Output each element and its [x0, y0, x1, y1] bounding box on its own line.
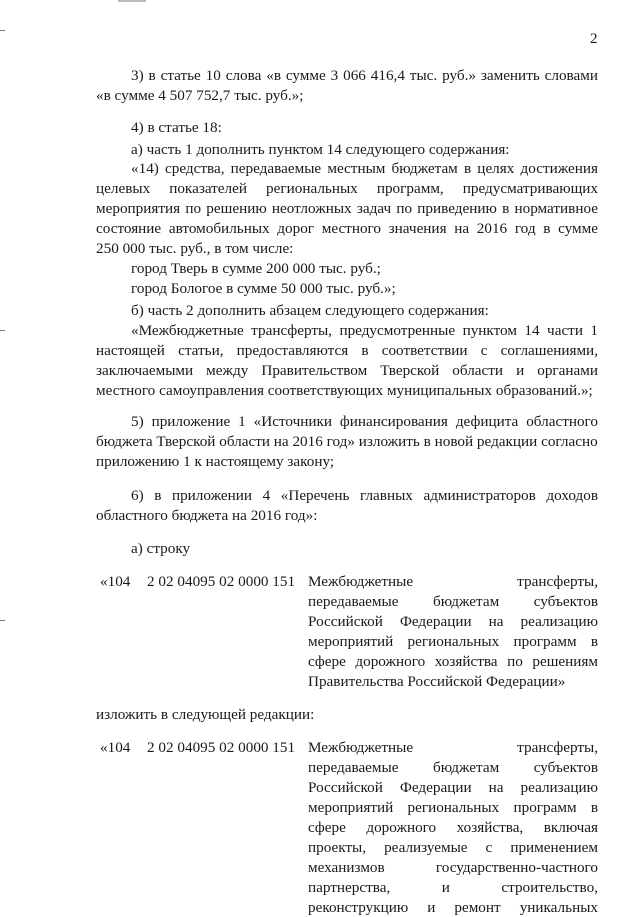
income-description-line: Межбюджетные трансферты, — [308, 573, 598, 590]
quote-line: «14) средства, передаваемые местным бюджетам в целях достижения — [131, 160, 598, 177]
income-description-line: Российской Федерации на реализацию — [308, 779, 598, 796]
quote-line: мероприятия по решению неотложных задач по приведению в нормативное — [96, 200, 598, 217]
income-description-line: Российской Федерации на реализацию — [308, 613, 598, 630]
paragraph-line: приложению 1 к настоящему закону; — [96, 453, 335, 470]
city-line: город Бологое в сумме 50 000 тыс. руб.»; — [131, 280, 396, 297]
quote-line: заключаемыми между Правительством Тверской области и органами — [96, 362, 598, 379]
income-description-line: Правительства Российской Федерации» — [308, 673, 566, 690]
paragraph-line: а) строку — [131, 540, 191, 557]
quote-line: местного самоуправления соответствующих муниципальных образований.»; — [96, 382, 593, 399]
budget-classification-code: 2 02 04095 02 0000 151 — [147, 573, 296, 590]
quote-line: «Межбюджетные трансферты, предусмотренные пунктом 14 части 1 — [131, 322, 598, 339]
paragraph-line: 5) приложение 1 «Источники финансирования дефицита областного — [131, 413, 598, 430]
paragraph-line: бюджета Тверской области на 2016 год» изложить в новой редакции согласно — [96, 433, 598, 450]
paragraph-line: 6) в приложении 4 «Перечень главных администраторов доходов — [131, 487, 598, 504]
paragraph-line: а) часть 1 дополнить пунктом 14 следующего содержания: — [131, 141, 510, 158]
scan-edge-mark — [0, 30, 5, 31]
income-description-line: партнерства, и строительство, — [308, 879, 598, 896]
paragraph-line: б) часть 2 дополнить абзацем следующего содержания: — [131, 302, 489, 319]
city-line: город Тверь в сумме 200 000 тыс. руб.; — [131, 260, 381, 277]
income-description-line: мероприятий региональных программ в — [308, 633, 598, 650]
paragraph-line: 4) в статье 18: — [131, 119, 222, 136]
paragraph-line: «в сумме 4 507 752,7 тыс. руб.»; — [96, 87, 304, 104]
admin-code: «104 — [100, 739, 131, 756]
page-number: 2 — [590, 31, 598, 47]
quote-line: 250 000 тыс. руб., в том числе: — [96, 240, 294, 257]
quote-line: настоящей статьи, предоставляются в соответствии с соглашениями, — [96, 342, 598, 359]
income-description-line: мероприятий региональных программ в — [308, 799, 598, 816]
paragraph-line: изложить в следующей редакции: — [96, 706, 315, 723]
income-description-line: проекты, реализуемые с применением — [308, 839, 598, 856]
quote-line: состояние автомобильных дорог местного значения на 2016 год в сумме — [96, 220, 598, 237]
admin-code: «104 — [100, 573, 131, 590]
income-description-line: передаваемые бюджетам субъектов — [308, 759, 598, 776]
income-description-line: реконструкцию и ремонт уникальных — [308, 899, 598, 916]
income-description-line: механизмов государственно-частного — [308, 859, 598, 876]
income-description-line: сфере дорожного хозяйства, включая — [308, 819, 598, 836]
scan-edge-mark — [118, 0, 146, 2]
scan-edge-mark — [0, 620, 5, 621]
paragraph-line: областного бюджета на 2016 год»: — [96, 507, 318, 524]
income-description-line: Межбюджетные трансферты, — [308, 739, 598, 756]
income-description-line: передаваемые бюджетам субъектов — [308, 593, 598, 610]
scan-edge-mark — [0, 330, 5, 331]
budget-classification-code: 2 02 04095 02 0000 151 — [147, 739, 296, 756]
quote-line: целевых показателей региональных программ, предусматривающих — [96, 180, 598, 197]
income-description-line: сфере дорожного хозяйства по решениям — [308, 653, 598, 670]
paragraph-line: 3) в статье 10 слова «в сумме 3 066 416,4 тыс. руб.» заменить словами — [131, 67, 598, 84]
